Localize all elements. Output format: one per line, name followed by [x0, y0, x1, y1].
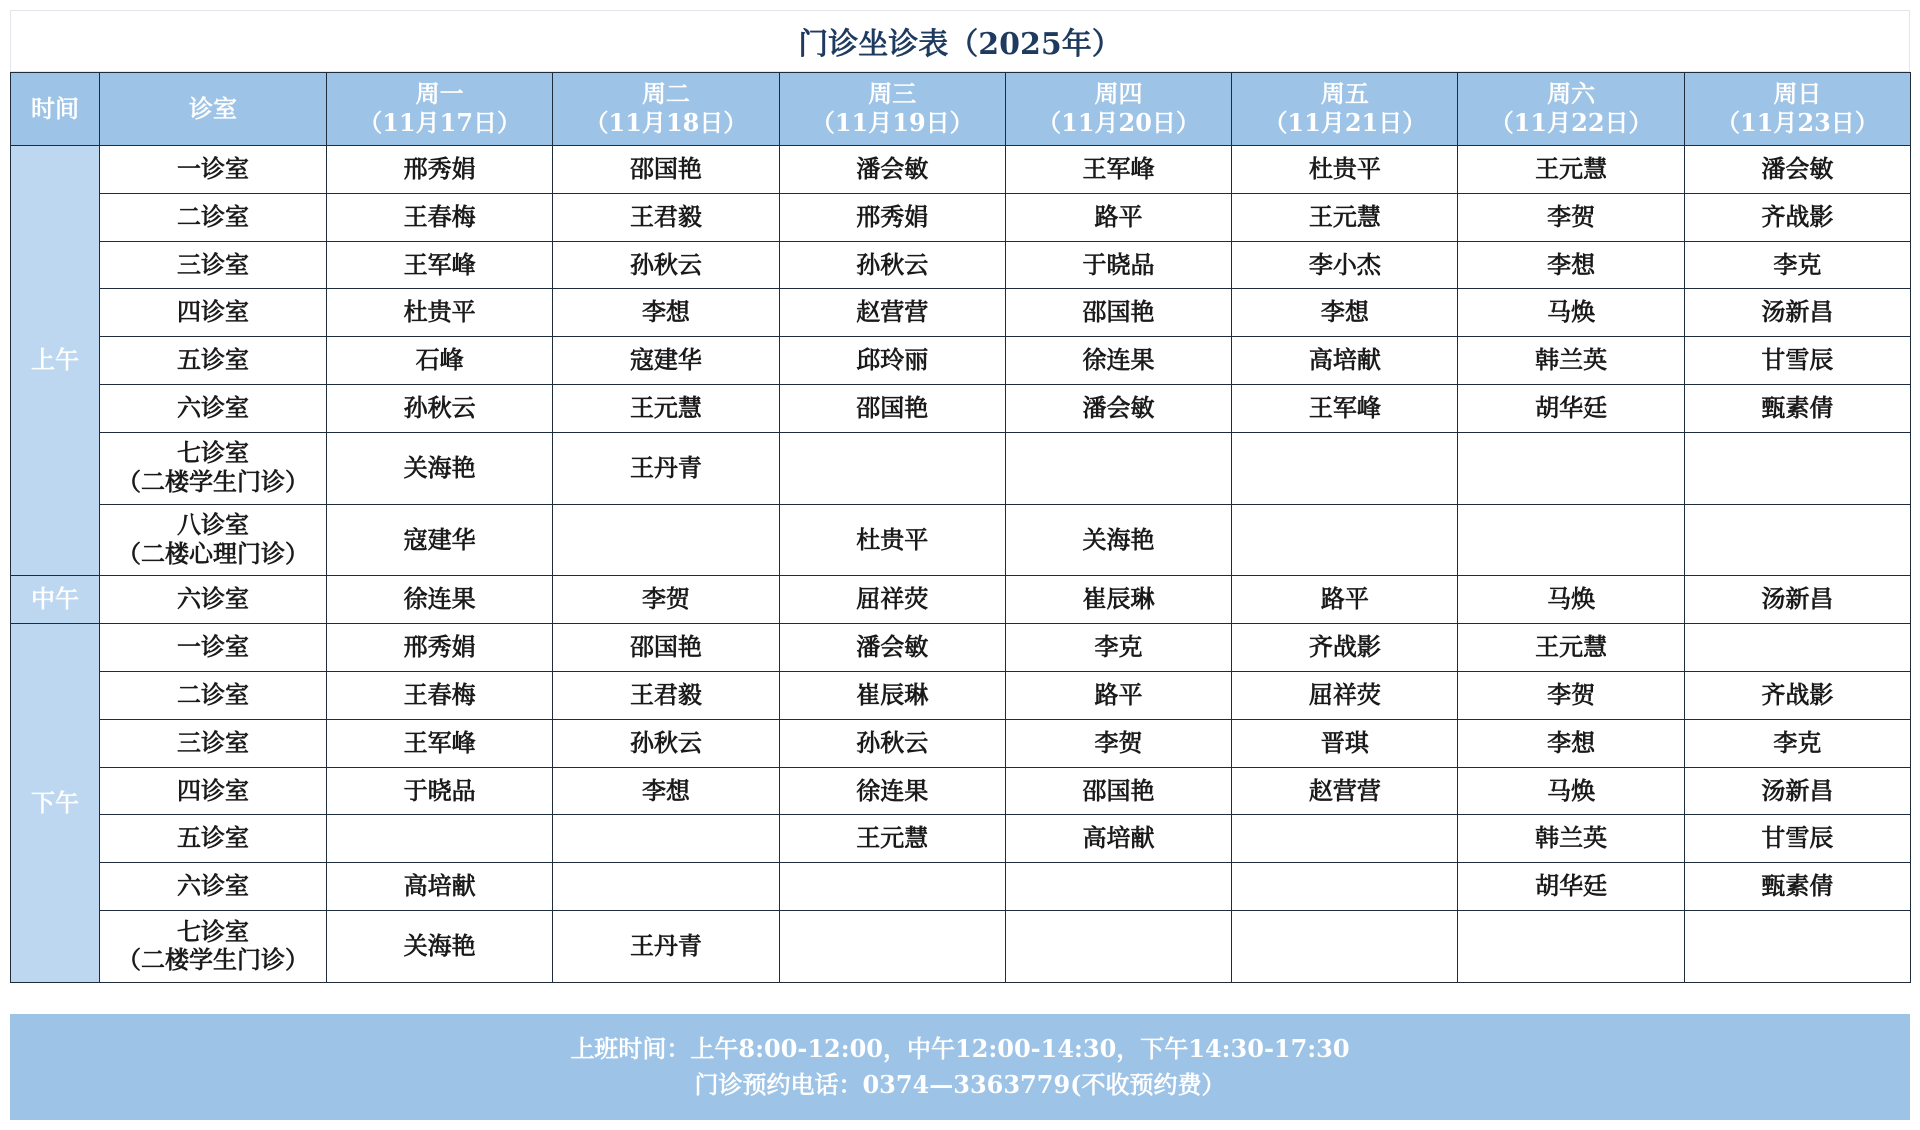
doctor-cell: 孙秋云: [779, 241, 1005, 289]
doctor-cell: [327, 815, 553, 863]
table-row: [11, 910, 1911, 982]
doctor-cell: 高培献: [327, 863, 553, 911]
table-row: [11, 384, 1911, 432]
column-header-day: [1232, 73, 1458, 146]
room-label: 四诊室: [177, 297, 249, 327]
doctor-cell: 王丹青: [553, 910, 779, 982]
doctor-cell: [1458, 432, 1684, 504]
room-cell: [100, 432, 327, 504]
doctor-cell: 李想: [553, 767, 779, 815]
doctor-cell: 寇建华: [327, 504, 553, 576]
doctor-cell: 齐战影: [1232, 624, 1458, 672]
doctor-cell: 邵国艳: [1005, 767, 1231, 815]
doctor-cell: 汤新昌: [1684, 289, 1910, 337]
doctor-cell: 孙秋云: [553, 719, 779, 767]
doctor-cell: 甄素倩: [1684, 863, 1910, 911]
doctor-cell: 齐战影: [1684, 193, 1910, 241]
schedule-table: [10, 72, 1911, 983]
room-cell: [100, 337, 327, 385]
room-label: 一诊室: [177, 632, 249, 662]
doctor-cell: 李想: [1458, 719, 1684, 767]
column-header-day: [1005, 73, 1231, 146]
doctor-cell: 杜贵平: [327, 289, 553, 337]
doctor-cell: [1684, 910, 1910, 982]
doctor-cell: 王元慧: [779, 815, 1005, 863]
day-date: （11月21日）: [1263, 108, 1427, 137]
doctor-cell: 汤新昌: [1684, 767, 1910, 815]
day-date: （11月19日）: [810, 108, 974, 137]
doctor-cell: 徐连果: [1005, 337, 1231, 385]
doctor-cell: 王元慧: [1232, 193, 1458, 241]
footer-info: [10, 1014, 1910, 1120]
doctor-cell: [1458, 910, 1684, 982]
column-header-day: [553, 73, 779, 146]
room-label: 三诊室: [177, 727, 249, 757]
day-date: （11月17日）: [358, 108, 522, 137]
doctor-cell: 甘雪辰: [1684, 815, 1910, 863]
doctor-cell: [779, 910, 1005, 982]
doctor-cell: 路平: [1005, 193, 1231, 241]
doctor-cell: [779, 432, 1005, 504]
doctor-cell: 甄素倩: [1684, 384, 1910, 432]
doctor-cell: 高培献: [1005, 815, 1231, 863]
doctor-cell: 王元慧: [1458, 146, 1684, 194]
table-row: [11, 863, 1911, 911]
doctor-cell: [553, 815, 779, 863]
doctor-cell: 屈祥荧: [779, 576, 1005, 624]
doctor-cell: 李贺: [1005, 719, 1231, 767]
room-cell: [100, 815, 327, 863]
doctor-cell: [1684, 624, 1910, 672]
day-name: 周二: [641, 79, 690, 109]
doctor-cell: [1232, 504, 1458, 576]
doctor-cell: 韩兰英: [1458, 815, 1684, 863]
doctor-cell: 王君毅: [553, 671, 779, 719]
day-date: （11月18日）: [584, 108, 748, 137]
doctor-cell: 崔辰琳: [779, 671, 1005, 719]
table-row: [11, 289, 1911, 337]
room-cell: [100, 576, 327, 624]
doctor-cell: 孙秋云: [553, 241, 779, 289]
doctor-cell: 潘会敏: [1005, 384, 1231, 432]
doctor-cell: 王春梅: [327, 671, 553, 719]
doctor-cell: [1684, 432, 1910, 504]
doctor-cell: 王丹青: [553, 432, 779, 504]
doctor-cell: 汤新昌: [1684, 576, 1910, 624]
page-title: 门诊坐诊表（2025年）: [10, 10, 1910, 72]
table-row: [11, 815, 1911, 863]
table-row: [11, 432, 1911, 504]
doctor-cell: [779, 863, 1005, 911]
doctor-cell: [1232, 432, 1458, 504]
room-cell: [100, 863, 327, 911]
room-cell: [100, 146, 327, 194]
doctor-cell: 于晓品: [327, 767, 553, 815]
doctor-cell: 高培献: [1232, 337, 1458, 385]
doctor-cell: 李克: [1005, 624, 1231, 672]
doctor-cell: [1684, 504, 1910, 576]
doctor-cell: 潘会敏: [779, 624, 1005, 672]
period-label: 中午: [11, 576, 100, 624]
table-row: [11, 146, 1911, 194]
doctor-cell: 赵营营: [779, 289, 1005, 337]
room-label: 二诊室: [177, 201, 249, 231]
room-label: 三诊室: [177, 249, 249, 279]
doctor-cell: 邢秀娟: [327, 624, 553, 672]
doctor-cell: 马焕: [1458, 576, 1684, 624]
doctor-cell: [1232, 815, 1458, 863]
room-cell: [100, 504, 327, 576]
doctor-cell: 齐战影: [1684, 671, 1910, 719]
day-date: （11月22日）: [1489, 108, 1653, 137]
doctor-cell: 甘雪辰: [1684, 337, 1910, 385]
room-cell: [100, 624, 327, 672]
doctor-cell: 王军峰: [1005, 146, 1231, 194]
day-name: 周六: [1547, 79, 1596, 109]
doctor-cell: 王军峰: [1232, 384, 1458, 432]
doctor-cell: 邵国艳: [553, 146, 779, 194]
doctor-cell: 杜贵平: [1232, 146, 1458, 194]
room-label: （二楼学生门诊）: [117, 945, 309, 975]
office-hours-text: 上班时间：上午8:00-12:00，中午12:00-14:30，下午14:30-17:30: [570, 1034, 1350, 1063]
doctor-cell: [1232, 863, 1458, 911]
table-row: [11, 193, 1911, 241]
doctor-cell: 石峰: [327, 337, 553, 385]
doctor-cell: 马焕: [1458, 289, 1684, 337]
doctor-cell: [1005, 863, 1231, 911]
doctor-cell: 王君毅: [553, 193, 779, 241]
room-cell: [100, 384, 327, 432]
room-cell: [100, 910, 327, 982]
period-label: 上午: [11, 146, 100, 576]
doctor-cell: 邢秀娟: [327, 146, 553, 194]
room-label: （二楼学生门诊）: [117, 467, 309, 497]
doctor-cell: 徐连果: [327, 576, 553, 624]
doctor-cell: 王军峰: [327, 719, 553, 767]
doctor-cell: 邵国艳: [779, 384, 1005, 432]
column-header-room: 诊室: [100, 73, 327, 146]
doctor-cell: 晋琪: [1232, 719, 1458, 767]
room-label: 四诊室: [177, 775, 249, 805]
doctor-cell: 邵国艳: [553, 624, 779, 672]
doctor-cell: 王春梅: [327, 193, 553, 241]
doctor-cell: 李想: [553, 289, 779, 337]
column-header-day: [327, 73, 553, 146]
doctor-cell: 邢秀娟: [779, 193, 1005, 241]
doctor-cell: 于晓品: [1005, 241, 1231, 289]
table-row: [11, 504, 1911, 576]
doctor-cell: 王元慧: [1458, 624, 1684, 672]
room-label: 六诊室: [177, 871, 249, 901]
table-row: [11, 767, 1911, 815]
doctor-cell: 李克: [1684, 241, 1910, 289]
column-header-time: 时间: [11, 73, 100, 146]
doctor-cell: 路平: [1232, 576, 1458, 624]
doctor-cell: 潘会敏: [779, 146, 1005, 194]
room-label: 七诊室: [177, 916, 249, 946]
room-label: 一诊室: [177, 154, 249, 183]
doctor-cell: 李贺: [1458, 671, 1684, 719]
appointment-phone-text: 门诊预约电话：0374—3363779(不收预约费）: [694, 1070, 1226, 1099]
room-label: 五诊室: [177, 345, 249, 375]
room-cell: [100, 719, 327, 767]
room-cell: [100, 289, 327, 337]
column-header-day: [779, 73, 1005, 146]
doctor-cell: 关海艳: [327, 432, 553, 504]
schedule-sheet: [10, 10, 1910, 1120]
room-label: 五诊室: [177, 823, 249, 853]
day-date: （11月20日）: [1037, 108, 1200, 137]
day-name: 周一: [415, 79, 464, 109]
table-row: [11, 624, 1911, 672]
room-label: 八诊室: [177, 510, 249, 540]
doctor-cell: 孙秋云: [327, 384, 553, 432]
table-row: [11, 719, 1911, 767]
doctor-cell: 胡华廷: [1458, 863, 1684, 911]
doctor-cell: 王元慧: [553, 384, 779, 432]
room-label: 二诊室: [177, 679, 249, 709]
doctor-cell: 关海艳: [1005, 504, 1231, 576]
doctor-cell: 李想: [1458, 241, 1684, 289]
doctor-cell: 关海艳: [327, 910, 553, 982]
room-cell: [100, 671, 327, 719]
table-row: [11, 241, 1911, 289]
doctor-cell: 邵国艳: [1005, 289, 1231, 337]
room-cell: [100, 193, 327, 241]
room-label: 七诊室: [177, 438, 249, 468]
day-name: 周四: [1094, 79, 1143, 109]
table-row: [11, 576, 1911, 624]
doctor-cell: 崔辰琳: [1005, 576, 1231, 624]
doctor-cell: 邱玲丽: [779, 337, 1005, 385]
room-label: （二楼心理门诊）: [117, 538, 309, 568]
room-label: 六诊室: [177, 584, 249, 614]
doctor-cell: 李克: [1684, 719, 1910, 767]
doctor-cell: 胡华廷: [1458, 384, 1684, 432]
doctor-cell: [1232, 910, 1458, 982]
doctor-cell: 李贺: [1458, 193, 1684, 241]
day-name: 周三: [868, 79, 917, 109]
doctor-cell: 王军峰: [327, 241, 553, 289]
table-row: [11, 337, 1911, 385]
doctor-cell: 屈祥荧: [1232, 671, 1458, 719]
doctor-cell: [1458, 504, 1684, 576]
doctor-cell: 马焕: [1458, 767, 1684, 815]
table-row: [11, 671, 1911, 719]
doctor-cell: [553, 863, 779, 911]
doctor-cell: 潘会敏: [1684, 146, 1910, 194]
day-name: 周日: [1773, 79, 1822, 109]
doctor-cell: 徐连果: [779, 767, 1005, 815]
doctor-cell: 韩兰英: [1458, 337, 1684, 385]
doctor-cell: 李想: [1232, 289, 1458, 337]
doctor-cell: 李贺: [553, 576, 779, 624]
doctor-cell: 赵营营: [1232, 767, 1458, 815]
room-cell: [100, 241, 327, 289]
schedule-body: [11, 146, 1911, 983]
header-row: [11, 73, 1911, 146]
doctor-cell: [1005, 432, 1231, 504]
doctor-cell: 李小杰: [1232, 241, 1458, 289]
day-name: 周五: [1320, 79, 1369, 109]
column-header-day: [1684, 73, 1910, 146]
doctor-cell: [1005, 910, 1231, 982]
doctor-cell: 路平: [1005, 671, 1231, 719]
column-header-day: [1458, 73, 1684, 146]
room-label: 六诊室: [177, 392, 249, 422]
doctor-cell: 寇建华: [553, 337, 779, 385]
room-cell: [100, 767, 327, 815]
doctor-cell: 孙秋云: [779, 719, 1005, 767]
doctor-cell: 杜贵平: [779, 504, 1005, 576]
period-label: 下午: [11, 624, 100, 983]
doctor-cell: [553, 504, 779, 576]
day-date: （11月23日）: [1715, 108, 1879, 137]
